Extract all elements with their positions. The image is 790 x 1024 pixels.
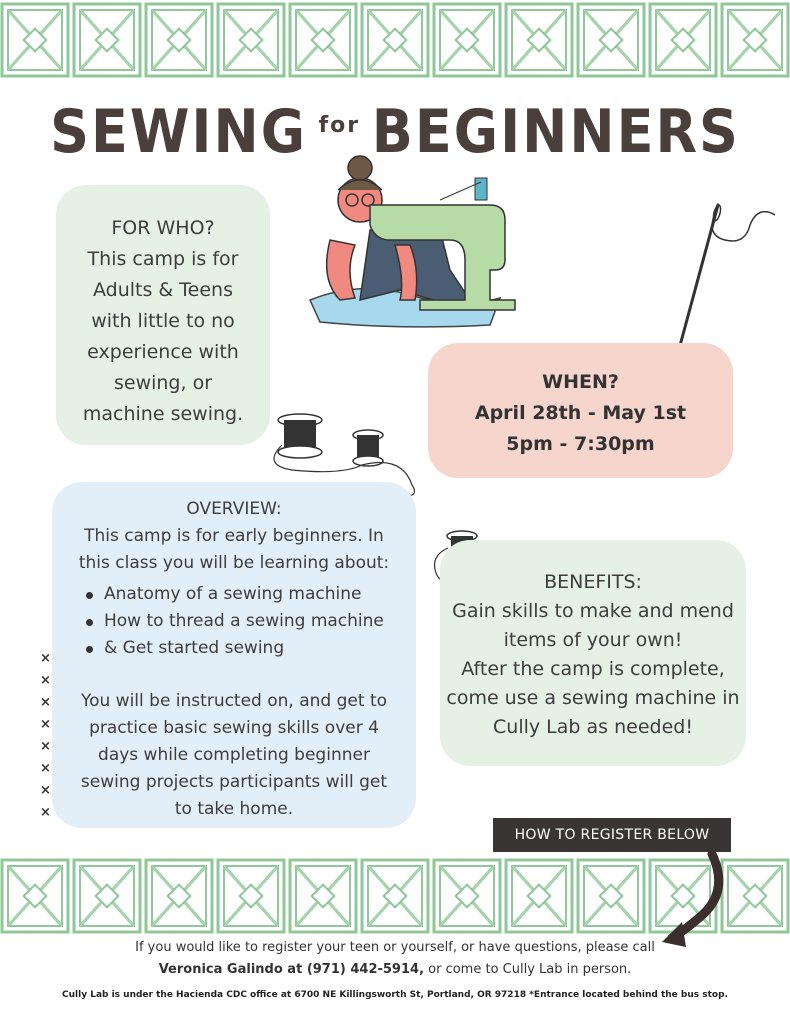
for-who-card — [56, 185, 270, 445]
top-quilt-border — [0, 0, 790, 80]
overview-heading: OVERVIEW: — [186, 499, 282, 519]
for-who-heading: FOR WHO? — [111, 217, 215, 239]
cross-stitch-marks — [40, 648, 56, 824]
x-mark: × — [40, 673, 51, 688]
title-word-beginners: BEGINNERS — [371, 96, 740, 167]
for-who-line: Adults & Teens — [93, 279, 233, 301]
overview-paragraph — [52, 688, 416, 823]
title-word-sewing: SEWING — [50, 96, 308, 167]
for-who-line: experience with — [87, 341, 239, 363]
x-mark: × — [40, 783, 51, 798]
overview-para-line: You will be instructed on, and get to — [80, 691, 388, 711]
x-mark: × — [40, 739, 51, 754]
benefits-line: After the camp is complete, — [461, 658, 725, 680]
benefits-heading: BENEFITS: — [544, 571, 642, 593]
footer-register-text: If you would like to register your teen or yourself, or have questions, please call — [135, 940, 655, 955]
overview-card — [52, 482, 416, 828]
benefits-line: items of your own! — [503, 629, 683, 651]
curved-arrow-icon — [660, 852, 740, 952]
for-who-line: with little to no — [91, 310, 235, 332]
overview-bullet: How to thread a sewing machine — [52, 608, 416, 635]
overview-para-line: to take home. — [174, 799, 294, 819]
overview-bullet: Anatomy of a sewing machine — [52, 581, 416, 608]
how-to-register-banner: HOW TO REGISTER BELOW — [493, 818, 731, 852]
when-card — [428, 343, 733, 478]
x-mark: × — [40, 695, 51, 710]
x-mark: × — [40, 805, 51, 820]
benefits-line: Cully Lab as needed! — [493, 716, 693, 738]
overview-intro-line: This camp is for early beginners. In — [84, 526, 384, 546]
benefits-card — [440, 540, 746, 766]
footer-address: Cully Lab is under the Hacienda CDC office at 6700 NE Killingsworth St, Portland, OR 97218 *Entrance located behind the bus stop. — [62, 990, 728, 1000]
overview-intro-line: this class you will be learning about: — [78, 553, 390, 573]
benefits-line: Gain skills to make and mend — [452, 600, 734, 622]
x-mark: × — [40, 651, 51, 666]
benefits-line: come use a sewing machine in — [446, 687, 740, 709]
when-heading: WHEN? — [542, 371, 619, 393]
for-who-line: machine sewing. — [82, 403, 244, 425]
overview-para-line: practice basic sewing skills over 4 — [89, 718, 379, 738]
footer-contact — [0, 962, 790, 977]
for-who-line: This camp is for — [87, 248, 239, 270]
for-who-line: sewing, or — [113, 372, 213, 394]
overview-bullet-list — [52, 581, 416, 662]
when-dates: April 28th - May 1st — [474, 402, 687, 424]
x-mark: × — [40, 717, 51, 732]
overview-para-line: days while completing beginner — [98, 745, 370, 765]
overview-para-line: sewing projects participants will get — [80, 772, 388, 792]
woman-sewing-illustration — [300, 150, 530, 330]
overview-bullet: & Get started sewing — [52, 635, 416, 662]
title-connector: for — [318, 113, 361, 138]
footer-contact-name: Veronica Galindo at (971) 442-5914, — [158, 962, 425, 977]
x-mark: × — [40, 761, 51, 776]
when-time: 5pm - 7:30pm — [506, 433, 655, 455]
footer-contact-rest: or come to Cully Lab in person. — [424, 962, 632, 977]
